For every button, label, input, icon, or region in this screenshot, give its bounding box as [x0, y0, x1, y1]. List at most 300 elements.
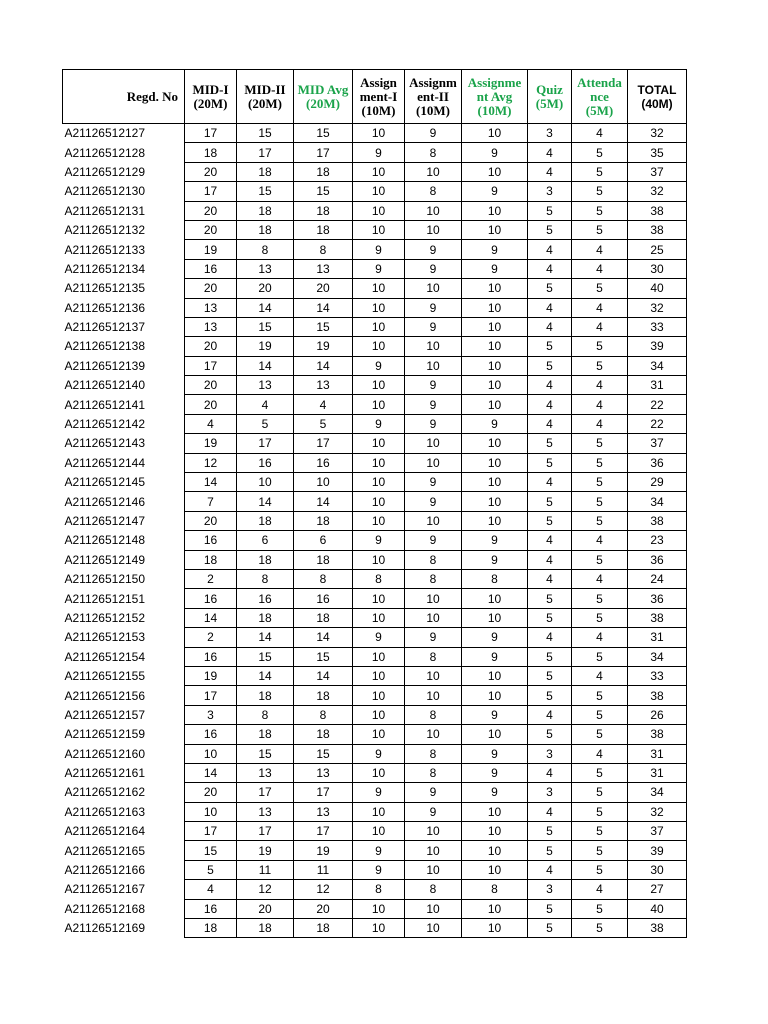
mid1-cell: 20 — [185, 395, 237, 414]
regd-no-cell: A21126512134 — [63, 259, 185, 278]
quiz-cell: 5 — [528, 686, 572, 705]
quiz-cell: 5 — [528, 899, 572, 918]
assignment1-cell: 8 — [353, 880, 405, 899]
regd-no-cell: A21126512165 — [63, 841, 185, 860]
header-regd-no-label: Regd. No — [126, 88, 178, 104]
quiz-cell: 3 — [528, 880, 572, 899]
header-mid1 — [185, 70, 237, 124]
header-assignment1-line3: (10M) — [361, 102, 396, 118]
assignment1-cell: 10 — [353, 317, 405, 336]
mid2-cell: 18 — [237, 608, 294, 627]
table-row — [63, 259, 687, 278]
attendance-cell: 4 — [572, 569, 628, 588]
regd-no-cell: A21126512137 — [63, 317, 185, 336]
assignment2-cell: 10 — [405, 434, 462, 453]
assignment-avg-cell: 10 — [462, 919, 528, 938]
header-total — [628, 70, 687, 124]
mid2-cell: 13 — [237, 376, 294, 395]
assignment2-cell: 10 — [405, 841, 462, 860]
assignment2-cell: 8 — [405, 763, 462, 782]
quiz-cell: 5 — [528, 337, 572, 356]
assignment2-cell: 9 — [405, 317, 462, 336]
attendance-cell: 4 — [572, 376, 628, 395]
marks-table — [62, 69, 687, 938]
assignment1-cell: 9 — [353, 240, 405, 259]
table-row — [63, 841, 687, 860]
total-cell: 34 — [628, 492, 687, 511]
regd-no-cell: A21126512142 — [63, 414, 185, 433]
assignment1-cell: 10 — [353, 608, 405, 627]
mid-avg-cell: 8 — [294, 569, 353, 588]
header-quiz-line1: Quiz — [536, 81, 563, 97]
table-row — [63, 220, 687, 239]
assignment2-cell: 8 — [405, 143, 462, 162]
assignment-avg-cell: 9 — [462, 763, 528, 782]
mid1-cell: 19 — [185, 240, 237, 259]
quiz-cell: 4 — [528, 240, 572, 259]
mid-avg-cell: 19 — [294, 841, 353, 860]
mid2-cell: 18 — [237, 919, 294, 938]
assignment2-cell: 10 — [405, 822, 462, 841]
mid2-cell: 14 — [237, 628, 294, 647]
assignment-avg-cell: 10 — [462, 337, 528, 356]
header-assignment-avg — [462, 70, 528, 124]
mid2-cell: 20 — [237, 899, 294, 918]
total-cell: 37 — [628, 822, 687, 841]
header-assignment1-line1: Assign — [360, 74, 397, 90]
attendance-cell: 5 — [572, 511, 628, 530]
quiz-cell: 5 — [528, 453, 572, 472]
mid1-cell: 18 — [185, 143, 237, 162]
quiz-cell: 4 — [528, 628, 572, 647]
quiz-cell: 5 — [528, 356, 572, 375]
assignment1-cell: 8 — [353, 569, 405, 588]
total-cell: 36 — [628, 589, 687, 608]
table-row — [63, 822, 687, 841]
assignment2-cell: 8 — [405, 569, 462, 588]
total-cell: 39 — [628, 841, 687, 860]
table-row — [63, 589, 687, 608]
table-row — [63, 434, 687, 453]
mid1-cell: 13 — [185, 317, 237, 336]
assignment-avg-cell: 10 — [462, 473, 528, 492]
assignment2-cell: 9 — [405, 395, 462, 414]
table-row — [63, 376, 687, 395]
header-quiz — [528, 70, 572, 124]
mid-avg-cell: 18 — [294, 220, 353, 239]
assignment1-cell: 9 — [353, 143, 405, 162]
attendance-cell: 4 — [572, 531, 628, 550]
regd-no-cell: A21126512161 — [63, 763, 185, 782]
mid-avg-cell: 14 — [294, 666, 353, 685]
assignment2-cell: 9 — [405, 783, 462, 802]
mid2-cell: 10 — [237, 473, 294, 492]
regd-no-cell: A21126512154 — [63, 647, 185, 666]
total-cell: 29 — [628, 473, 687, 492]
header-attendance — [572, 70, 628, 124]
mid1-cell: 15 — [185, 841, 237, 860]
assignment1-cell: 10 — [353, 589, 405, 608]
assignment-avg-cell: 8 — [462, 569, 528, 588]
mid2-cell: 15 — [237, 182, 294, 201]
quiz-cell: 3 — [528, 744, 572, 763]
mid-avg-cell: 17 — [294, 783, 353, 802]
mid2-cell: 13 — [237, 802, 294, 821]
table-row — [63, 705, 687, 724]
mid2-cell: 15 — [237, 744, 294, 763]
mid2-cell: 18 — [237, 162, 294, 181]
mid-avg-cell: 12 — [294, 880, 353, 899]
assignment2-cell: 8 — [405, 550, 462, 569]
mid-avg-cell: 5 — [294, 414, 353, 433]
quiz-cell: 5 — [528, 647, 572, 666]
mid1-cell: 3 — [185, 705, 237, 724]
attendance-cell: 5 — [572, 608, 628, 627]
regd-no-cell: A21126512160 — [63, 744, 185, 763]
regd-no-cell: A21126512127 — [63, 124, 185, 143]
header-assignment2-line2: ent-II — [417, 88, 449, 104]
mid-avg-cell: 13 — [294, 259, 353, 278]
mid2-cell: 8 — [237, 705, 294, 724]
mid-avg-cell: 4 — [294, 395, 353, 414]
regd-no-cell: A21126512147 — [63, 511, 185, 530]
attendance-cell: 5 — [572, 647, 628, 666]
table-row — [63, 279, 687, 298]
mid1-cell: 17 — [185, 686, 237, 705]
assignment-avg-cell: 8 — [462, 880, 528, 899]
mid1-cell: 2 — [185, 628, 237, 647]
mid-avg-cell: 8 — [294, 240, 353, 259]
regd-no-cell: A21126512135 — [63, 279, 185, 298]
mid2-cell: 18 — [237, 550, 294, 569]
table-row — [63, 802, 687, 821]
table-row — [63, 492, 687, 511]
regd-no-cell: A21126512157 — [63, 705, 185, 724]
assignment-avg-cell: 9 — [462, 628, 528, 647]
regd-no-cell: A21126512140 — [63, 376, 185, 395]
attendance-cell: 4 — [572, 395, 628, 414]
header-row — [63, 70, 687, 124]
header-mid-avg-line2: (20M) — [306, 95, 340, 111]
mid-avg-cell: 18 — [294, 919, 353, 938]
assignment2-cell: 8 — [405, 705, 462, 724]
assignment2-cell: 9 — [405, 531, 462, 550]
attendance-cell: 4 — [572, 666, 628, 685]
mid-avg-cell: 11 — [294, 860, 353, 879]
header-mid2-line2: (20M) — [248, 95, 282, 111]
regd-no-cell: A21126512128 — [63, 143, 185, 162]
quiz-cell: 5 — [528, 666, 572, 685]
table-row — [63, 783, 687, 802]
quiz-cell: 4 — [528, 317, 572, 336]
header-mid-avg — [294, 70, 353, 124]
total-cell: 33 — [628, 317, 687, 336]
quiz-cell: 4 — [528, 763, 572, 782]
mid1-cell: 16 — [185, 531, 237, 550]
assignment2-cell: 10 — [405, 725, 462, 744]
mid1-cell: 13 — [185, 298, 237, 317]
assignment2-cell: 8 — [405, 182, 462, 201]
total-cell: 32 — [628, 124, 687, 143]
regd-no-cell: A21126512153 — [63, 628, 185, 647]
table-row — [63, 414, 687, 433]
quiz-cell: 5 — [528, 841, 572, 860]
assignment2-cell: 10 — [405, 162, 462, 181]
assignment1-cell: 10 — [353, 511, 405, 530]
table-row — [63, 143, 687, 162]
quiz-cell: 5 — [528, 511, 572, 530]
total-cell: 32 — [628, 182, 687, 201]
mid1-cell: 7 — [185, 492, 237, 511]
header-attendance-line1: Attenda — [577, 74, 622, 90]
attendance-cell: 5 — [572, 279, 628, 298]
total-cell: 22 — [628, 395, 687, 414]
header-assignment-avg-line3: (10M) — [477, 102, 512, 118]
assignment2-cell: 8 — [405, 647, 462, 666]
regd-no-cell: A21126512132 — [63, 220, 185, 239]
mid1-cell: 17 — [185, 124, 237, 143]
attendance-cell: 5 — [572, 860, 628, 879]
mid2-cell: 14 — [237, 298, 294, 317]
mid1-cell: 16 — [185, 589, 237, 608]
mid-avg-cell: 14 — [294, 356, 353, 375]
total-cell: 38 — [628, 201, 687, 220]
mid-avg-cell: 16 — [294, 589, 353, 608]
attendance-cell: 5 — [572, 725, 628, 744]
mid1-cell: 20 — [185, 337, 237, 356]
table-row — [63, 356, 687, 375]
quiz-cell: 4 — [528, 259, 572, 278]
table-row — [63, 725, 687, 744]
assignment-avg-cell: 10 — [462, 376, 528, 395]
assignment1-cell: 10 — [353, 725, 405, 744]
marks-body — [63, 124, 687, 938]
attendance-cell: 5 — [572, 182, 628, 201]
attendance-cell: 5 — [572, 143, 628, 162]
regd-no-cell: A21126512159 — [63, 725, 185, 744]
quiz-cell: 5 — [528, 434, 572, 453]
assignment-avg-cell: 9 — [462, 531, 528, 550]
assignment-avg-cell: 9 — [462, 647, 528, 666]
assignment2-cell: 10 — [405, 919, 462, 938]
attendance-cell: 5 — [572, 492, 628, 511]
mid2-cell: 19 — [237, 337, 294, 356]
table-row — [63, 744, 687, 763]
regd-no-cell: A21126512136 — [63, 298, 185, 317]
assignment1-cell: 10 — [353, 473, 405, 492]
assignment-avg-cell: 9 — [462, 783, 528, 802]
assignment-avg-cell: 9 — [462, 240, 528, 259]
total-cell: 38 — [628, 220, 687, 239]
header-assignment2 — [405, 70, 462, 124]
mid2-cell: 5 — [237, 414, 294, 433]
total-cell: 31 — [628, 628, 687, 647]
mid1-cell: 17 — [185, 182, 237, 201]
mid-avg-cell: 18 — [294, 550, 353, 569]
mid1-cell: 20 — [185, 162, 237, 181]
total-cell: 23 — [628, 531, 687, 550]
assignment-avg-cell: 10 — [462, 899, 528, 918]
quiz-cell: 5 — [528, 608, 572, 627]
assignment2-cell: 9 — [405, 802, 462, 821]
quiz-cell: 4 — [528, 414, 572, 433]
attendance-cell: 4 — [572, 628, 628, 647]
table-row — [63, 763, 687, 782]
regd-no-cell: A21126512168 — [63, 899, 185, 918]
mid-avg-cell: 18 — [294, 725, 353, 744]
assignment2-cell: 10 — [405, 220, 462, 239]
assignment2-cell: 9 — [405, 298, 462, 317]
mid-avg-cell: 16 — [294, 453, 353, 472]
assignment2-cell: 10 — [405, 356, 462, 375]
mid-avg-cell: 15 — [294, 647, 353, 666]
mid1-cell: 10 — [185, 802, 237, 821]
assignment2-cell: 10 — [405, 279, 462, 298]
mid1-cell: 16 — [185, 725, 237, 744]
mid1-cell: 20 — [185, 279, 237, 298]
mid1-cell: 10 — [185, 744, 237, 763]
mid2-cell: 18 — [237, 686, 294, 705]
attendance-cell: 5 — [572, 337, 628, 356]
assignment1-cell: 9 — [353, 531, 405, 550]
assignment-avg-cell: 9 — [462, 182, 528, 201]
total-cell: 37 — [628, 162, 687, 181]
attendance-cell: 4 — [572, 240, 628, 259]
assignment1-cell: 10 — [353, 279, 405, 298]
attendance-cell: 5 — [572, 589, 628, 608]
total-cell: 34 — [628, 647, 687, 666]
assignment1-cell: 10 — [353, 182, 405, 201]
assignment1-cell: 9 — [353, 356, 405, 375]
table-row — [63, 608, 687, 627]
total-cell: 34 — [628, 356, 687, 375]
assignment-avg-cell: 10 — [462, 860, 528, 879]
assignment1-cell: 10 — [353, 337, 405, 356]
regd-no-cell: A21126512166 — [63, 860, 185, 879]
total-cell: 22 — [628, 414, 687, 433]
attendance-cell: 4 — [572, 880, 628, 899]
total-cell: 36 — [628, 550, 687, 569]
table-row — [63, 569, 687, 588]
total-cell: 32 — [628, 802, 687, 821]
quiz-cell: 3 — [528, 783, 572, 802]
header-assignment2-line3: (10M) — [416, 102, 450, 118]
assignment1-cell: 10 — [353, 550, 405, 569]
assignment1-cell: 10 — [353, 376, 405, 395]
table-row — [63, 647, 687, 666]
assignment1-cell: 10 — [353, 124, 405, 143]
regd-no-cell: A21126512139 — [63, 356, 185, 375]
mid2-cell: 6 — [237, 531, 294, 550]
total-cell: 33 — [628, 666, 687, 685]
quiz-cell: 5 — [528, 919, 572, 938]
table-row — [63, 453, 687, 472]
header-assignment2-line1: Assignm — [409, 74, 457, 90]
assignment1-cell: 9 — [353, 783, 405, 802]
header-assignment-avg-line1: Assignme — [467, 74, 522, 90]
regd-no-cell: A21126512169 — [63, 919, 185, 938]
mid1-cell: 19 — [185, 666, 237, 685]
assignment-avg-cell: 9 — [462, 550, 528, 569]
assignment-avg-cell: 10 — [462, 453, 528, 472]
mid1-cell: 4 — [185, 414, 237, 433]
quiz-cell: 5 — [528, 822, 572, 841]
assignment-avg-cell: 10 — [462, 725, 528, 744]
mid-avg-cell: 15 — [294, 317, 353, 336]
mid1-cell: 20 — [185, 511, 237, 530]
mid-avg-cell: 13 — [294, 376, 353, 395]
attendance-cell: 5 — [572, 162, 628, 181]
total-cell: 38 — [628, 686, 687, 705]
mid2-cell: 17 — [237, 783, 294, 802]
total-cell: 38 — [628, 725, 687, 744]
table-row — [63, 298, 687, 317]
assignment-avg-cell: 9 — [462, 414, 528, 433]
table-row — [63, 880, 687, 899]
total-cell: 36 — [628, 453, 687, 472]
regd-no-cell: A21126512129 — [63, 162, 185, 181]
assignment-avg-cell: 10 — [462, 589, 528, 608]
assignment1-cell: 10 — [353, 201, 405, 220]
header-mid-avg-line1: MID Avg — [297, 81, 349, 97]
mid-avg-cell: 13 — [294, 802, 353, 821]
quiz-cell: 4 — [528, 162, 572, 181]
mid-avg-cell: 8 — [294, 705, 353, 724]
assignment1-cell: 10 — [353, 666, 405, 685]
header-mid1-line1: MID-I — [192, 81, 229, 97]
assignment-avg-cell: 9 — [462, 259, 528, 278]
table-row — [63, 666, 687, 685]
total-cell: 39 — [628, 337, 687, 356]
mid-avg-cell: 20 — [294, 279, 353, 298]
assignment-avg-cell: 10 — [462, 822, 528, 841]
total-cell: 31 — [628, 376, 687, 395]
mid-avg-cell: 17 — [294, 143, 353, 162]
quiz-cell: 4 — [528, 860, 572, 879]
mid1-cell: 16 — [185, 647, 237, 666]
quiz-cell: 4 — [528, 298, 572, 317]
mid-avg-cell: 17 — [294, 822, 353, 841]
attendance-cell: 5 — [572, 550, 628, 569]
attendance-cell: 5 — [572, 822, 628, 841]
assignment2-cell: 10 — [405, 666, 462, 685]
regd-no-cell: A21126512144 — [63, 453, 185, 472]
assignment1-cell: 9 — [353, 744, 405, 763]
total-cell: 34 — [628, 783, 687, 802]
assignment1-cell: 10 — [353, 822, 405, 841]
mid2-cell: 12 — [237, 880, 294, 899]
table-row — [63, 182, 687, 201]
assignment-avg-cell: 10 — [462, 201, 528, 220]
total-cell: 26 — [628, 705, 687, 724]
mid1-cell: 14 — [185, 763, 237, 782]
regd-no-cell: A21126512133 — [63, 240, 185, 259]
quiz-cell: 5 — [528, 201, 572, 220]
total-cell: 24 — [628, 569, 687, 588]
assignment1-cell: 10 — [353, 705, 405, 724]
attendance-cell: 5 — [572, 841, 628, 860]
mid1-cell: 4 — [185, 880, 237, 899]
assignment2-cell: 10 — [405, 589, 462, 608]
table-row — [63, 531, 687, 550]
attendance-cell: 5 — [572, 783, 628, 802]
mid-avg-cell: 10 — [294, 473, 353, 492]
mid1-cell: 16 — [185, 259, 237, 278]
regd-no-cell: A21126512149 — [63, 550, 185, 569]
assignment2-cell: 9 — [405, 492, 462, 511]
assignment1-cell: 10 — [353, 686, 405, 705]
table-row — [63, 919, 687, 938]
